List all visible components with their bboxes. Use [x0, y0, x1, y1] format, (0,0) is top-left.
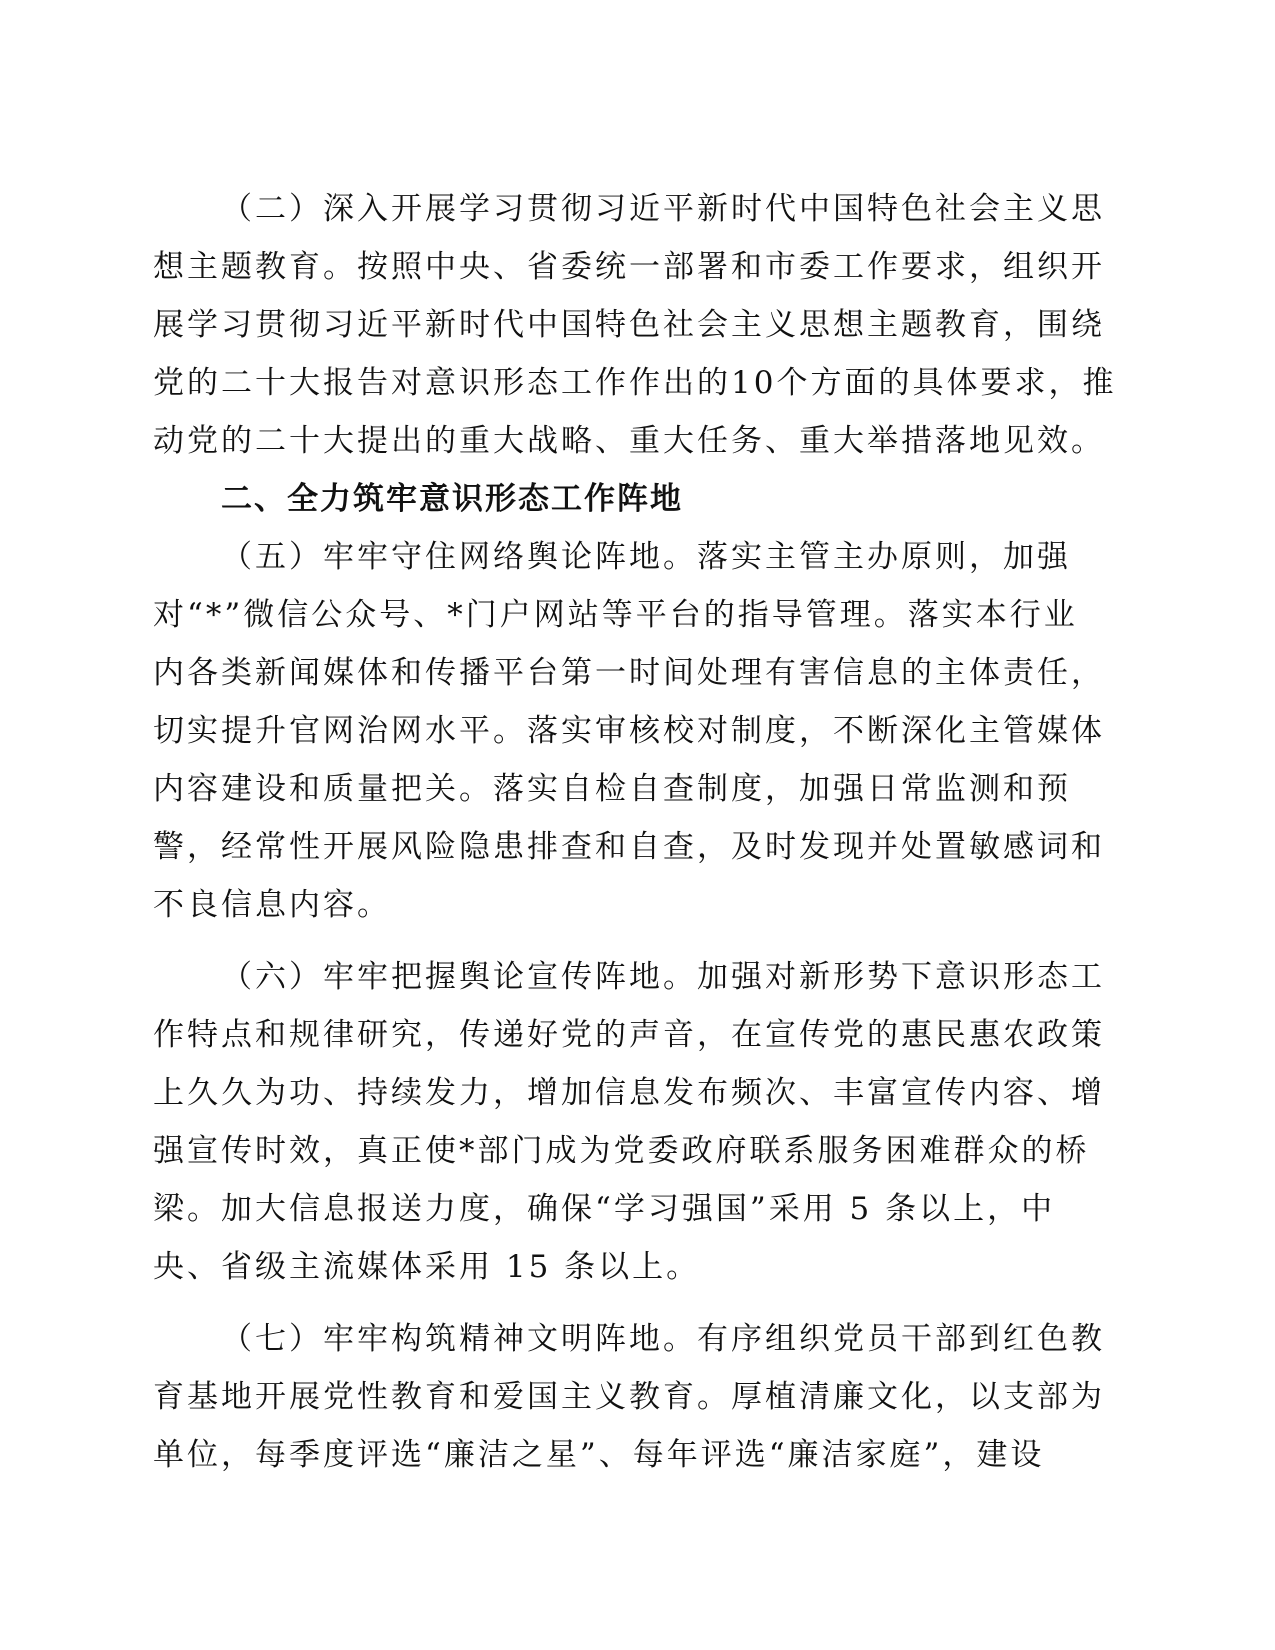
paragraph-5-line-1: （五）牢牢守住网络舆论阵地。落实主管主办原则，加强 [221, 539, 1071, 575]
paragraph-6-line-3: 上久久为功、持续发力，增加信息发布频次、丰富宣传内容、增 [153, 1075, 1105, 1111]
paragraph-5-line-6: 警，经常性开展风险隐患排查和自查，及时发现并处置敏感词和 [153, 829, 1105, 865]
paragraph-6-line-4: 强宣传时效，真正使*部门成为党委政府联系服务困难群众的桥 [153, 1133, 1090, 1169]
paragraph-7-line-1: （七）牢牢构筑精神文明阵地。有序组织党员干部到红色教 [221, 1321, 1105, 1357]
section-heading-2: 二、全力筑牢意识形态工作阵地 [221, 481, 683, 517]
paragraph-6-line-5: 梁。加大信息报送力度，确保“学习强国”采用 5 条以上，中 [153, 1191, 1056, 1227]
paragraph-2-line-3: 展学习贯彻习近平新时代中国特色社会主义思想主题教育，围绕 [153, 307, 1105, 343]
paragraph-2-line-2: 想主题教育。按照中央、省委统一部署和市委工作要求，组织开 [153, 249, 1105, 285]
document-body [153, 180, 1117, 1484]
paragraph-spacer [153, 1296, 1093, 1310]
paragraph-6-line-2: 作特点和规律研究，传递好党的声音，在宣传党的惠民惠农政策 [153, 1017, 1105, 1053]
paragraph-5-line-3: 内各类新闻媒体和传播平台第一时间处理有害信息的主体责任， [153, 655, 1105, 691]
paragraph-7-line-3: 单位，每季度评选“廉洁之星”、每年评选“廉洁家庭”，建设 [153, 1437, 1045, 1473]
paragraph-5-line-4: 切实提升官网治网水平。落实审核校对制度，不断深化主管媒体 [153, 713, 1105, 749]
paragraph-spacer [153, 934, 1093, 948]
paragraph-2-line-4: 党的二十大报告对意识形态工作作出的10个方面的具体要求，推 [153, 365, 1117, 401]
paragraph-2-line-1: （二）深入开展学习贯彻习近平新时代中国特色社会主义思 [221, 191, 1105, 227]
paragraph-7-line-2: 育基地开展党性教育和爱国主义教育。厚植清廉文化，以支部为 [153, 1379, 1105, 1415]
paragraph-5-line-7: 不良信息内容。 [153, 887, 391, 923]
paragraph-2-line-5: 动党的二十大提出的重大战略、重大任务、重大举措落地见效。 [153, 423, 1105, 459]
paragraph-6-line-1: （六）牢牢把握舆论宣传阵地。加强对新形势下意识形态工 [221, 959, 1105, 995]
paragraph-6-line-6: 央、省级主流媒体采用 15 条以上。 [153, 1249, 701, 1285]
paragraph-5-line-5: 内容建设和质量把关。落实自检自查制度，加强日常监测和预 [153, 771, 1071, 807]
paragraph-5-line-2: 对“*”微信公众号、*门户网站等平台的指导管理。落实本行业 [153, 597, 1078, 633]
